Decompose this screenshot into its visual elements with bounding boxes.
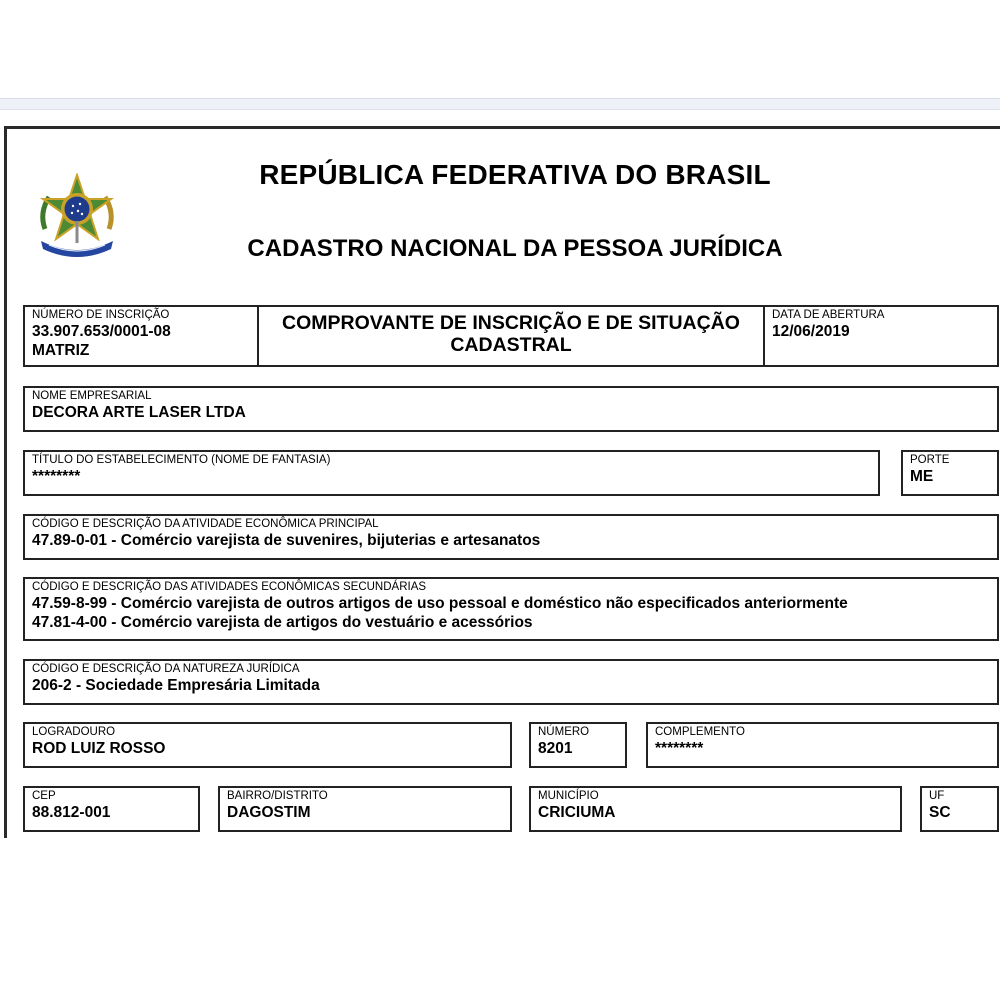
numero-label: NÚMERO [538,726,590,738]
atividade-principal-box [23,514,999,560]
cep-box [23,786,200,832]
document-title-line2: CADASTRAL [450,334,572,356]
logradouro-label: LOGRADOURO [32,726,116,738]
data-abertura-box [763,305,999,367]
logradouro-value: ROD LUIZ ROSSO [32,740,166,757]
complemento-value: ******** [655,740,704,757]
numero-inscricao-label: NÚMERO DE INSCRIÇÃO [32,309,170,321]
complemento-label: COMPLEMENTO [655,726,745,738]
logradouro-box [23,722,512,768]
uf-label: UF [929,790,945,802]
numero-inscricao-type: MATRIZ [32,342,90,359]
numero-inscricao-box [23,305,259,367]
titulo-estabelecimento-value: ******** [32,468,81,485]
bairro-label: BAIRRO/DISTRITO [227,790,328,802]
cep-value: 88.812-001 [32,804,111,821]
porte-value: ME [910,468,934,485]
titulo-estabelecimento-label: TÍTULO DO ESTABELECIMENTO (NOME DE FANTASIA) [32,454,331,466]
municipio-value: CRICIUMA [538,804,616,821]
uf-box [920,786,999,832]
municipio-box [529,786,902,832]
bairro-box [218,786,512,832]
atividade-secundaria-item: 47.81-4-00 - Comércio varejista de artigos do vestuário e acessórios [32,614,533,631]
page-title: REPÚBLICA FEDERATIVA DO BRASIL [259,159,771,190]
porte-box [901,450,999,496]
atividade-principal-label: CÓDIGO E DESCRIÇÃO DA ATIVIDADE ECONÔMICA PRINCIPAL [32,518,379,530]
browser-toolbar-strip [0,98,1000,110]
numero-inscricao-value: 33.907.653/0001-08 [32,323,171,340]
atividades-secundarias-box [23,577,999,641]
document-title-box [257,305,765,367]
complemento-box [646,722,999,768]
uf-value: SC [929,804,951,821]
atividade-principal-value: 47.89-0-01 - Comércio varejista de suvenires, bijuterias e artesanatos [32,532,541,549]
document-title-line1: COMPROVANTE DE INSCRIÇÃO E DE SITUAÇÃO [282,312,740,334]
numero-box [529,722,627,768]
natureza-juridica-label: CÓDIGO E DESCRIÇÃO DA NATUREZA JURÍDICA [32,663,300,675]
bairro-value: DAGOSTIM [227,804,311,821]
nome-empresarial-label: NOME EMPRESARIAL [32,390,152,402]
municipio-label: MUNICÍPIO [538,790,599,802]
natureza-juridica-value: 206-2 - Sociedade Empresária Limitada [32,677,320,694]
nome-empresarial-box [23,386,999,432]
cnpj-document [4,126,1000,838]
atividade-secundaria-item: 47.59-8-99 - Comércio varejista de outros artigos de uso pessoal e doméstico não especificados anteriormente [32,595,848,612]
cep-label: CEP [32,790,56,802]
data-abertura-label: DATA DE ABERTURA [772,309,885,321]
porte-label: PORTE [910,454,950,466]
data-abertura-value: 12/06/2019 [772,323,850,340]
nome-empresarial-value: DECORA ARTE LASER LTDA [32,404,246,421]
titulo-estabelecimento-box [23,450,880,496]
page-subtitle: CADASTRO NACIONAL DA PESSOA JURÍDICA [247,235,783,262]
atividades-secundarias-label: CÓDIGO E DESCRIÇÃO DAS ATIVIDADES ECONÔMICAS SECUNDÁRIAS [32,581,427,593]
numero-value: 8201 [538,740,573,757]
natureza-juridica-box [23,659,999,705]
